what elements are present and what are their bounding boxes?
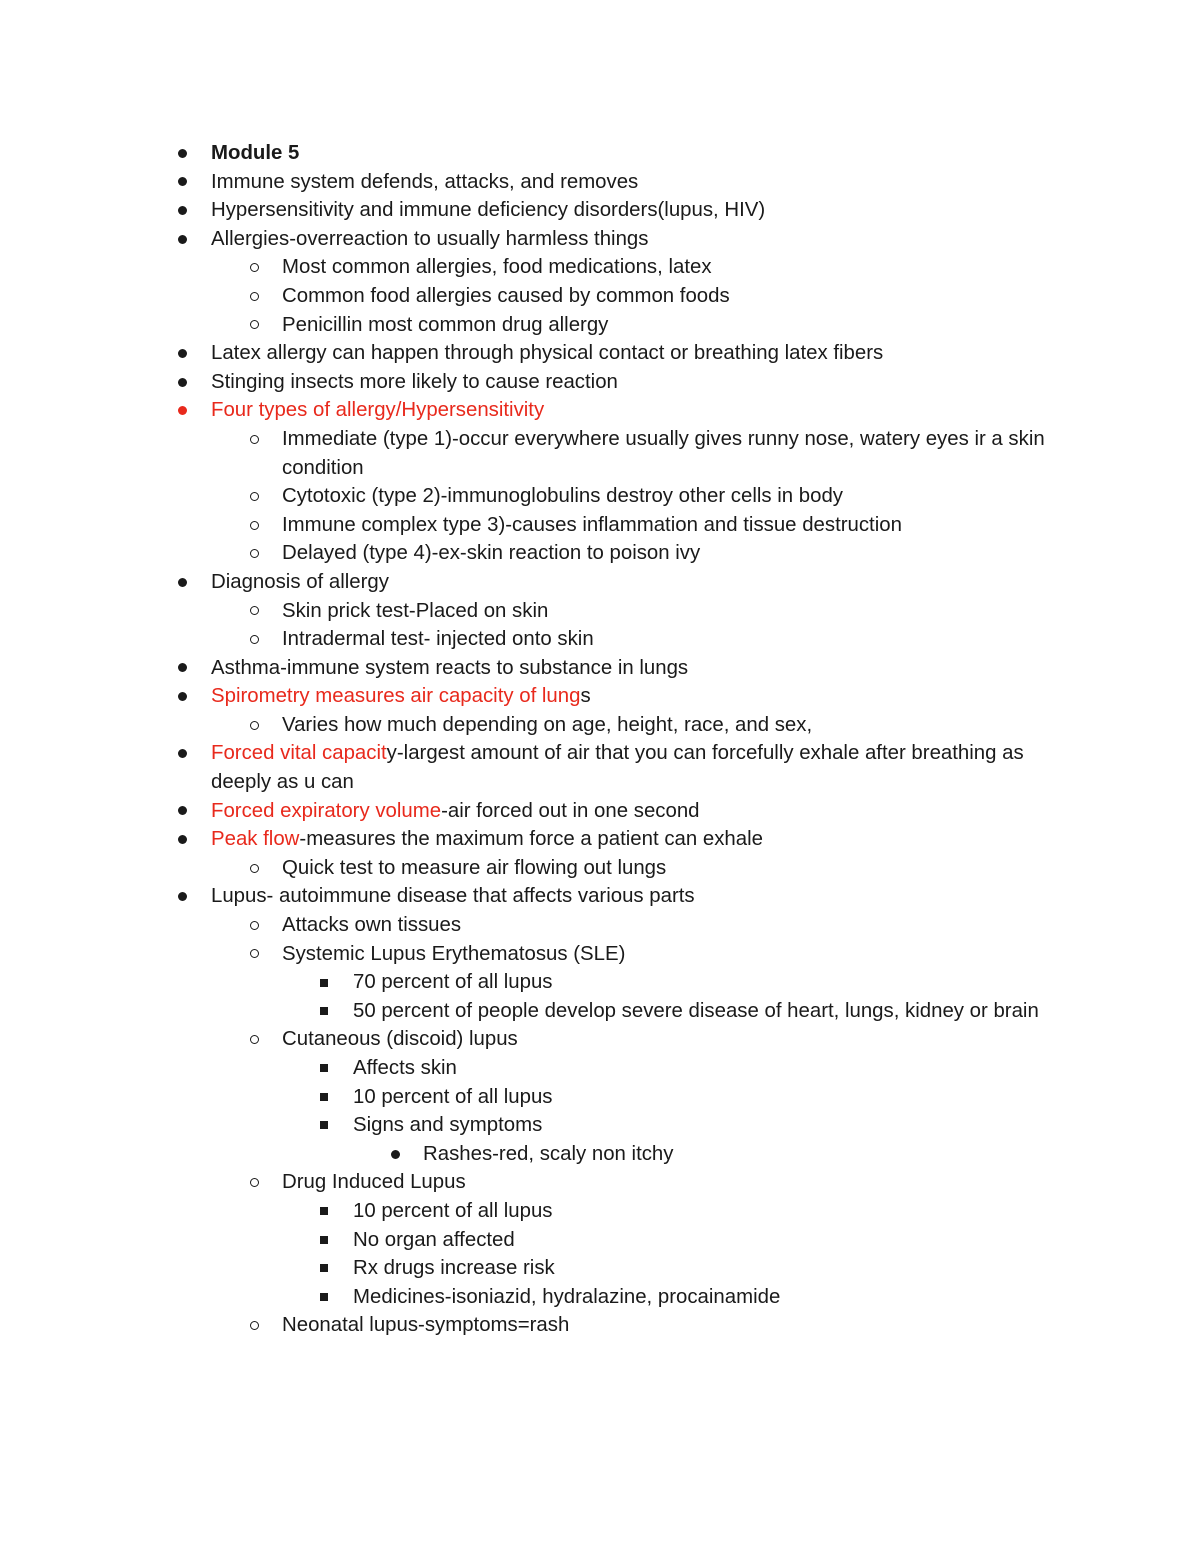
- circle-bullet-icon: [247, 311, 261, 340]
- dot-bullet-icon: [388, 1140, 402, 1169]
- circle-bullet-icon: [247, 711, 261, 740]
- list-item-text: [353, 1200, 553, 1222]
- list-item-text: [282, 857, 666, 879]
- list-item: [0, 1025, 1052, 1054]
- highlighted-text: Four types of allergy/Hypersensitivity: [211, 399, 545, 422]
- text-run: Quick test to measure air flowing out lungs: [282, 856, 667, 879]
- list-item-text: [353, 1057, 457, 1079]
- list-item: [0, 1197, 1053, 1226]
- list-item: [0, 168, 1051, 197]
- list-item: [0, 482, 1052, 511]
- list-item: [0, 1111, 1053, 1140]
- list-item-text: [353, 1229, 515, 1251]
- list-item: [0, 1140, 1053, 1169]
- list-item: [0, 654, 1051, 683]
- list-item-text: [282, 285, 730, 307]
- text-run: 10 percent of all lupus: [353, 1199, 553, 1222]
- text-run: Cytotoxic (type 2)-immunoglobulins destroy other cells in body: [282, 485, 843, 508]
- text-run: Penicillin most common drug allergy: [282, 313, 609, 336]
- list-item-text: [423, 1143, 673, 1165]
- text-run: y-largest amount of air that you can forcefully exhale after breathing as deeply as u can: [211, 742, 1024, 794]
- list-item-text: [282, 314, 608, 336]
- list-item: [0, 854, 1052, 883]
- text-run: Attacks own tissues: [282, 914, 462, 937]
- circle-bullet-icon: [247, 1311, 261, 1340]
- list-item: [0, 311, 1052, 340]
- text-run: Delayed (type 4)-ex-skin reaction to poison ivy: [282, 542, 701, 565]
- highlighted-text: Forced vital capacit: [211, 742, 387, 765]
- dot-bullet-icon: [175, 396, 189, 425]
- text-run: Skin prick test-Placed on skin: [282, 599, 549, 622]
- text-run: Hypersensitivity and immune deficiency disorders(lupus, HIV): [211, 199, 766, 222]
- list-item-text: [353, 971, 553, 993]
- list-item-text: [211, 571, 389, 593]
- list-item-text: [282, 1314, 569, 1336]
- text-run: Neonatal lupus-symptoms=rash: [282, 1314, 570, 1337]
- dot-bullet-icon: [175, 739, 189, 768]
- list-item: [0, 368, 1051, 397]
- list-item: [0, 539, 1052, 568]
- circle-bullet-icon: [247, 911, 261, 940]
- list-item-text: [353, 1000, 1039, 1022]
- circle-bullet-icon: [247, 425, 261, 454]
- list-item-text: [282, 485, 843, 507]
- list-item-text: [211, 885, 695, 907]
- text-run: Lupus- autoimmune disease that affects various parts: [211, 885, 695, 908]
- list-item: [0, 682, 1051, 711]
- list-item: [0, 1083, 1053, 1112]
- circle-bullet-icon: [247, 854, 261, 883]
- list-item-text: [211, 657, 688, 679]
- list-item-text: [211, 199, 765, 221]
- dot-bullet-icon: [175, 797, 189, 826]
- dot-bullet-icon: [175, 368, 189, 397]
- text-run: Signs and symptoms: [353, 1114, 543, 1137]
- text-run: Diagnosis of allergy: [211, 570, 389, 593]
- text-run: Latex allergy can happen through physical contact or breathing latex fibers: [211, 342, 884, 365]
- list-item: [0, 711, 1052, 740]
- text-run: Systemic Lupus Erythematosus (SLE): [282, 942, 626, 965]
- square-bullet-icon: [317, 1283, 331, 1312]
- list-item-text: [282, 714, 812, 736]
- circle-bullet-icon: [247, 1168, 261, 1197]
- list-item: [0, 339, 1051, 368]
- dot-bullet-icon: [175, 139, 189, 168]
- list-item-text: [282, 256, 712, 278]
- list-item-text: [282, 628, 594, 650]
- list-item: [0, 1311, 1052, 1340]
- text-run: Stinging insects more likely to cause reaction: [211, 370, 618, 393]
- text-run: 70 percent of all lupus: [353, 971, 553, 994]
- list-item: [0, 396, 1051, 425]
- text-run: Common food allergies caused by common foods: [282, 284, 730, 307]
- list-item: [0, 425, 1052, 482]
- list-item-text: [211, 828, 763, 850]
- square-bullet-icon: [317, 1254, 331, 1283]
- list-item: [0, 997, 1053, 1026]
- dot-bullet-icon: [175, 825, 189, 854]
- circle-bullet-icon: [247, 539, 261, 568]
- list-item: [0, 1254, 1053, 1283]
- list-item-text: [282, 600, 548, 622]
- list-item-text: [211, 171, 638, 193]
- circle-bullet-icon: [247, 597, 261, 626]
- list-item-text: [282, 943, 625, 965]
- list-item-text: [282, 542, 700, 564]
- list-item-text: [211, 342, 883, 364]
- list-item: [0, 568, 1051, 597]
- list-item-text: [353, 1257, 555, 1279]
- list-item-text: [282, 1171, 466, 1193]
- dot-bullet-icon: [175, 225, 189, 254]
- text-run: Immediate (type 1)-occur everywhere usually gives runny nose, watery eyes ir a skin condition: [282, 427, 1045, 479]
- list-item: [0, 625, 1052, 654]
- list-item: [0, 739, 1051, 796]
- text-run: -measures the maximum force a patient can exhale: [299, 828, 763, 851]
- list-item: [0, 1283, 1053, 1312]
- list-item: [0, 1168, 1052, 1197]
- text-run: Most common allergies, food medications, latex: [282, 256, 712, 279]
- list-item: [0, 1226, 1053, 1255]
- dot-bullet-icon: [175, 682, 189, 711]
- list-item-text: [211, 228, 648, 250]
- square-bullet-icon: [317, 997, 331, 1026]
- text-run: Immune complex type 3)-causes inflammation and tissue destruction: [282, 513, 902, 536]
- text-run: Immune system defends, attacks, and removes: [211, 170, 639, 193]
- text-run: Cutaneous (discoid) lupus: [282, 1028, 518, 1051]
- text-run: Intradermal test- injected onto skin: [282, 628, 594, 651]
- circle-bullet-icon: [247, 253, 261, 282]
- list-item-text: [211, 399, 544, 421]
- list-item-text: [353, 1086, 553, 1108]
- square-bullet-icon: [317, 1083, 331, 1112]
- circle-bullet-icon: [247, 1025, 261, 1054]
- list-item-text: [211, 142, 299, 164]
- list-item-text: [282, 1028, 518, 1050]
- text-run: s: [580, 685, 591, 708]
- highlighted-text: Forced expiratory volume: [211, 799, 442, 822]
- list-item: [0, 225, 1051, 254]
- text-run: -air forced out in one second: [441, 799, 700, 822]
- dot-bullet-icon: [175, 168, 189, 197]
- circle-bullet-icon: [247, 511, 261, 540]
- highlighted-text: Peak flow: [211, 828, 300, 851]
- list-item-text: [211, 371, 618, 393]
- list-item-text: [353, 1114, 542, 1136]
- list-item-text: [282, 428, 1045, 479]
- list-item: [0, 1054, 1053, 1083]
- list-item: [0, 797, 1051, 826]
- list-item: [0, 253, 1052, 282]
- list-item: [0, 139, 1051, 168]
- dot-bullet-icon: [175, 339, 189, 368]
- text-run: Varies how much depending on age, height, race, and sex,: [282, 713, 813, 736]
- list-item: [0, 597, 1052, 626]
- square-bullet-icon: [317, 1226, 331, 1255]
- list-item: [0, 196, 1051, 225]
- list-item: [0, 882, 1051, 911]
- text-run: No organ affected: [353, 1228, 515, 1251]
- dot-bullet-icon: [175, 882, 189, 911]
- text-run: Medicines-isoniazid, hydralazine, procainamide: [353, 1285, 781, 1308]
- bullet-list: [0, 139, 1200, 1340]
- circle-bullet-icon: [247, 940, 261, 969]
- text-run: 10 percent of all lupus: [353, 1085, 553, 1108]
- circle-bullet-icon: [247, 482, 261, 511]
- dot-bullet-icon: [175, 568, 189, 597]
- list-item: [0, 282, 1052, 311]
- list-item-text: [211, 685, 591, 707]
- list-item: [0, 911, 1052, 940]
- list-item: [0, 940, 1052, 969]
- list-item: [0, 825, 1051, 854]
- text-run: 50 percent of people develop severe disease of heart, lungs, kidney or brain: [353, 999, 1039, 1022]
- list-item: [0, 511, 1052, 540]
- square-bullet-icon: [317, 1054, 331, 1083]
- list-item-text: [282, 514, 902, 536]
- list-item-text: [211, 742, 1024, 793]
- list-item-text: [282, 914, 461, 936]
- list-item-text: [353, 1286, 780, 1308]
- text-run: Allergies-overreaction to usually harmless things: [211, 227, 649, 250]
- square-bullet-icon: [317, 1197, 331, 1226]
- text-run: Rx drugs increase risk: [353, 1257, 555, 1280]
- list-item: [0, 968, 1053, 997]
- dot-bullet-icon: [175, 196, 189, 225]
- text-run: Module 5: [211, 142, 300, 164]
- highlighted-text: Spirometry measures air capacity of lung: [211, 685, 581, 708]
- square-bullet-icon: [317, 1111, 331, 1140]
- text-run: Rashes-red, scaly non itchy: [423, 1142, 674, 1165]
- circle-bullet-icon: [247, 282, 261, 311]
- circle-bullet-icon: [247, 625, 261, 654]
- text-run: Drug Induced Lupus: [282, 1171, 466, 1194]
- square-bullet-icon: [317, 968, 331, 997]
- text-run: Affects skin: [353, 1057, 457, 1079]
- dot-bullet-icon: [175, 654, 189, 683]
- list-item-text: [211, 800, 700, 822]
- text-run: Asthma-immune system reacts to substance in lungs: [211, 656, 689, 679]
